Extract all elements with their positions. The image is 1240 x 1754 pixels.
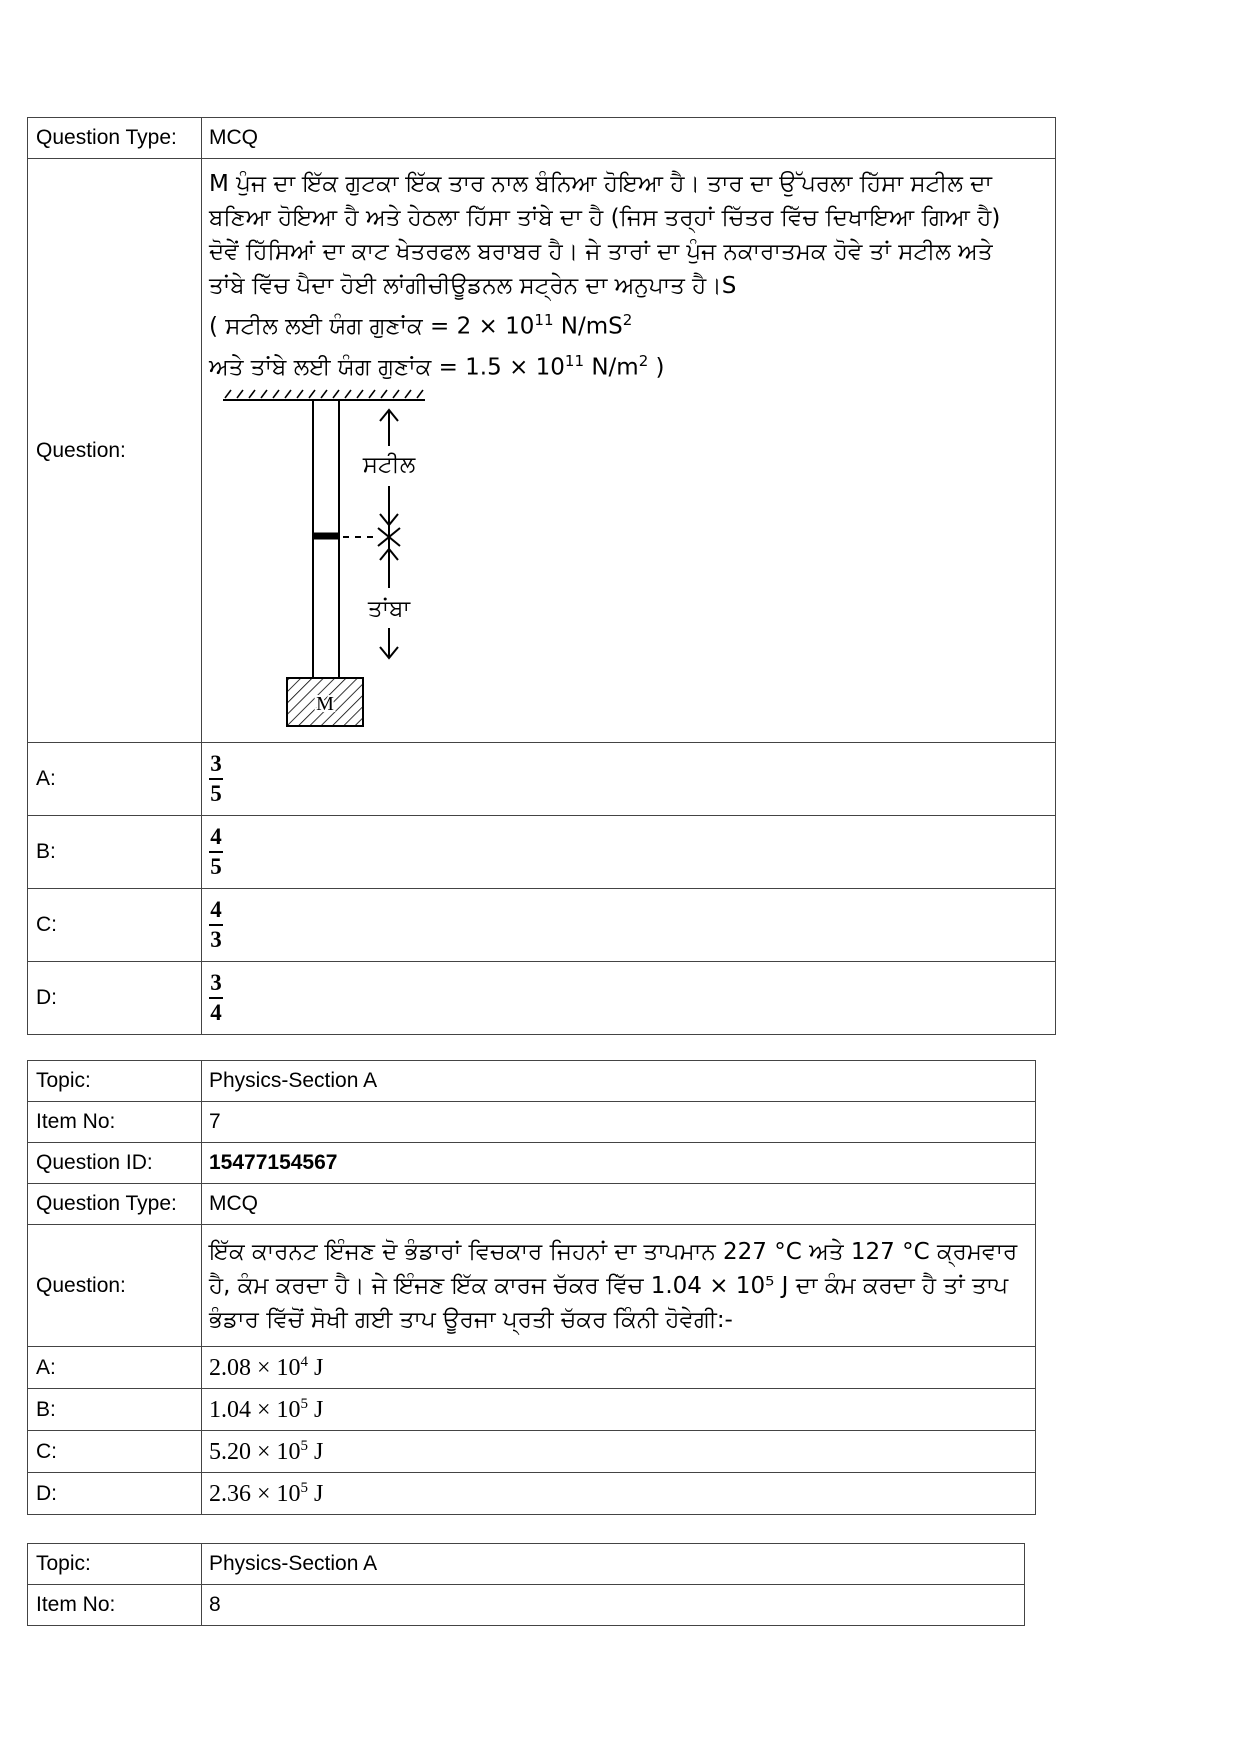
numerator: 3 [210,751,222,776]
young-modulus-copper [209,344,1048,385]
option-value [202,1389,1036,1431]
option-row-d [28,1473,1036,1515]
young-copper-unit: N/m [584,354,639,381]
question-row [28,1225,1036,1347]
question-line: M ਪੁੰਜ ਦਾ ਇੱਕ ਗੁਟਕਾ ਇੱਕ ਤਾਰ ਨਾਲ ਬੰਨਿਆ ਹੋਇਆ ਹੈ। ਤਾਰ ਦਾ ਉੱਪਰਲਾ ਹਿੱਸਾ ਸਟੀਲ ਦਾ [209,171,992,197]
option-label: D: [28,1473,202,1515]
question-body [202,159,1056,743]
option-label: B: [28,1389,202,1431]
option-row-a [28,743,1056,816]
option-exponent: 5 [300,1395,309,1412]
mass-label: M [316,693,334,716]
item-row [28,1102,1036,1143]
question-type-row [28,118,1056,159]
young-modulus-steel [209,303,1048,344]
option-label: C: [28,889,202,962]
young-copper-suffix: ) [648,354,665,381]
option-exponent: 5 [300,1479,309,1496]
option-exponent: 4 [300,1353,309,1370]
option-value [202,743,1056,816]
option-label: A: [28,1347,202,1389]
item-label: Item No: [28,1585,202,1626]
option-unit: J [308,1354,324,1381]
item-label: Item No: [28,1102,202,1143]
question-type-row [28,1184,1036,1225]
denominator: 3 [210,927,222,952]
item-value: 8 [202,1585,1025,1626]
wire [313,400,339,678]
question-table-6 [27,117,1056,1035]
option-mantissa: 5.20 × 10 [209,1438,301,1465]
question-row [28,159,1056,743]
denominator: 5 [210,781,222,806]
young-steel-unit-exp: 2 [622,311,633,329]
option-value [202,889,1056,962]
question-type-value: MCQ [202,1184,1036,1225]
topic-label: Topic: [28,1061,202,1102]
question-id-row [28,1143,1036,1184]
option-row-b [28,1389,1036,1431]
denominator: 4 [210,1000,222,1025]
option-row-a [28,1347,1036,1389]
topic-row [28,1061,1036,1102]
item-value: 7 [202,1102,1036,1143]
option-row-c [28,889,1056,962]
question-line: ਭੰਡਾਰ ਵਿੱਚੋਂ ਸੋਖੀ ਗਈ ਤਾਪ ਊਰਜਾ ਪ੍ਰਤੀ ਚੱਕਰ ਕਿੰਨੀ ਹੋਵੇਗੀ:- [209,1306,733,1333]
fraction [209,825,223,879]
option-unit: J [308,1438,324,1465]
option-mantissa: 2.08 × 10 [209,1354,301,1381]
option-value [202,962,1056,1035]
numerator: 4 [210,824,222,849]
question-id-value: 15477154567 [202,1143,1036,1184]
option-value [202,1473,1036,1515]
option-mantissa: 1.04 × 10 [209,1396,301,1423]
question-type-value: MCQ [202,118,1056,159]
option-label: B: [28,816,202,889]
fraction [209,752,223,806]
young-copper-prefix: ਅਤੇ ਤਾਂਬੇ ਲਈ ਯੰਗ ਗੁਣਾਂਕ = 1.5 × 10 [209,354,565,381]
young-copper-unit-exp: 2 [638,351,649,370]
topic-row [28,1544,1025,1585]
item-row [28,1585,1025,1626]
steel-label: ਸਟੀਲ [362,452,416,479]
question-type-label: Question Type: [28,118,202,159]
option-unit: J [308,1396,324,1423]
option-value [202,816,1056,889]
option-row-b [28,816,1056,889]
numerator: 3 [210,970,222,995]
topic-value: Physics-Section A [202,1544,1025,1585]
question-line: ਇੱਕ ਕਾਰਨਟ ਇੰਜਣ ਦੋ ਭੰਡਾਰਾਂ ਵਿਚਕਾਰ ਜਿਹਨਾਂ ਦਾ ਤਾਪਮਾਨ 227 °C ਅਤੇ 127 °C ਕ੍ਰਮਵਾਰ [209,1238,1018,1265]
copper-label: ਤਾਂਬਾ [367,596,411,623]
question-id-label: Question ID: [28,1143,202,1184]
question-table-7 [27,1060,1036,1515]
question-label: Question: [28,159,202,743]
topic-value: Physics-Section A [202,1061,1036,1102]
young-steel-exp: 11 [534,311,554,329]
topic-label: Topic: [28,1544,202,1585]
numerator: 4 [210,897,222,922]
option-value [202,1431,1036,1473]
question-table-8 [27,1543,1025,1626]
fraction [209,898,223,952]
denominator: 5 [210,854,222,879]
option-value [202,1347,1036,1389]
question-body [202,1225,1036,1347]
option-unit: J [308,1480,324,1507]
wire-figure [217,388,457,738]
question-line: ਹੈ, ਕੰਮ ਕਰਦਾ ਹੈ। ਜੇ ਇੰਜਣ ਇੱਕ ਕਾਰਜ ਚੱਕਰ ਵਿੱਚ 1.04 × 10⁵ J ਦਾ ਕੰਮ ਕਰਦਾ ਹੈ ਤਾਂ ਤਾਪ [209,1272,1009,1299]
question-line: ਦੋਵੇਂ ਹਿੱਸਿਆਂ ਦਾ ਕਾਟ ਖੇਤਰਫਲ ਬਰਾਬਰ ਹੈ। ਜੇ ਤਾਰਾਂ ਦਾ ਪੁੰਜ ਨਕਾਰਾਤਮਕ ਹੋਵੇ ਤਾਂ ਸਟੀਲ ਅਤੇ [209,239,993,265]
option-label: D: [28,962,202,1035]
question-line: ਬਣਿਆ ਹੋਇਆ ਹੈ ਅਤੇ ਹੇਠਲਾ ਹਿੱਸਾ ਤਾਂਬੇ ਦਾ ਹੈ (ਜਿਸ ਤਰ੍ਹਾਂ ਚਿੱਤਰ ਵਿੱਚ ਦਿਖਾਇਆ ਗਿਆ ਹੈ) [209,205,1001,231]
option-row-d [28,962,1056,1035]
option-mantissa: 2.36 × 10 [209,1480,301,1507]
option-exponent: 5 [300,1437,309,1454]
ceiling-hatch [223,390,425,400]
young-steel-unit: N/mS [553,313,623,340]
option-row-c [28,1431,1036,1473]
young-steel-prefix: ( ਸਟੀਲ ਲਈ ਯੰਗ ਗੁਣਾਂਕ = 2 × 10 [209,313,535,340]
question-type-label: Question Type: [28,1184,202,1225]
option-label: A: [28,743,202,816]
question-line: ਤਾਂਬੇ ਵਿੱਚ ਪੈਦਾ ਹੋਈ ਲਾਂਗੀਚੀਊਡਨਲ ਸਟ੍ਰੇਨ ਦਾ ਅਨੁਪਾਤ ਹੈ।S [209,273,737,299]
option-label: C: [28,1431,202,1473]
question-label: Question: [28,1225,202,1347]
young-copper-exp: 11 [564,351,585,370]
fraction [209,971,223,1025]
